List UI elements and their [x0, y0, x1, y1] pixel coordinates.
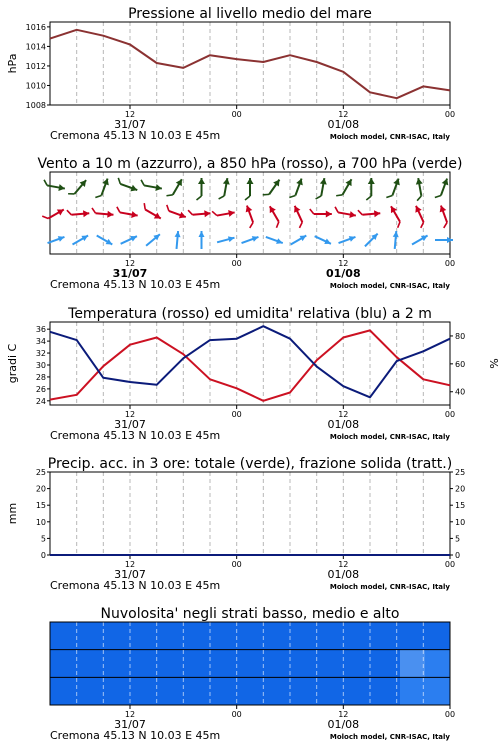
barb-feather	[68, 191, 74, 197]
cloud-cell	[50, 622, 76, 650]
barb-feather	[416, 196, 422, 201]
y-axis-label-right: %	[487, 358, 500, 369]
y-tick-label: 15	[35, 501, 46, 511]
y-tick-label: 32	[35, 349, 46, 359]
cloud-cell	[250, 677, 276, 705]
barb-arrowhead	[368, 178, 375, 184]
cloud-cell	[350, 677, 376, 705]
barb-arrowhead	[388, 204, 397, 213]
wind-barb	[216, 235, 235, 245]
y-axis-label: hPa	[6, 53, 19, 74]
wind-barb	[387, 204, 405, 227]
barb-arrowhead	[324, 239, 332, 247]
barb-arrowhead	[83, 210, 90, 217]
barb-arrowhead	[247, 178, 254, 184]
barb-feather	[142, 203, 148, 209]
barb-feather	[334, 207, 339, 213]
barb-arrowhead	[175, 231, 182, 238]
y-tick-label: 20	[35, 484, 46, 494]
cloud-cell	[200, 677, 226, 705]
barb-feather	[42, 214, 48, 220]
wind-barb	[316, 177, 328, 200]
wind-barb	[310, 209, 332, 218]
panel-title: Pressione al livello medio del mare	[128, 6, 372, 22]
wind-barb	[115, 178, 139, 194]
x-tick-label: 00	[444, 710, 456, 719]
y-tick-label: 26	[35, 384, 46, 394]
barb-feather	[219, 195, 225, 200]
cloud-cell	[150, 650, 176, 678]
wind-barb	[245, 178, 254, 200]
y-tick-label-right: 15	[455, 501, 466, 511]
barb-feather	[95, 194, 101, 199]
y-axis-label: gradi C	[6, 343, 19, 384]
barb-feather	[140, 180, 145, 186]
y-tick-label: 10	[35, 517, 46, 527]
cloud-cell	[175, 677, 201, 705]
cloud-cell	[425, 622, 451, 650]
wind-barb	[334, 207, 357, 219]
x-tick-label: 12	[338, 110, 349, 119]
barb-feather	[336, 192, 342, 198]
wind-barb	[115, 207, 138, 219]
plot-frame	[50, 322, 450, 405]
wind-barb	[199, 231, 205, 249]
barb-arrowhead	[154, 212, 163, 221]
barb-feather	[165, 205, 170, 211]
y-tick-label: 24	[35, 396, 46, 406]
barb-feather	[358, 210, 362, 215]
x-date-label: 31/07	[114, 568, 146, 581]
wind-barb	[265, 204, 283, 227]
cloud-cell	[300, 650, 326, 678]
x-date-label: 01/08	[327, 568, 360, 581]
location-label: Cremona 45.13 N 10.03 E 45m	[50, 429, 221, 442]
y-tick-label-right: 60	[455, 359, 466, 369]
x-tick-label: 12	[338, 560, 349, 569]
wind-barb	[119, 233, 138, 246]
wind-barb	[174, 231, 182, 249]
credit-label: Moloch model, CNR-ISAC, Italy	[329, 433, 450, 441]
y-tick-label: 25	[35, 468, 46, 477]
x-date-label: 31/07	[114, 718, 146, 731]
cloud-cell	[275, 677, 301, 705]
x-tick-label: 12	[338, 710, 349, 719]
panel-5	[50, 606, 455, 742]
x-date-label: 31/07	[114, 418, 146, 431]
location-label: Cremona 45.13 N 10.03 E 45m	[50, 729, 221, 742]
cloud-cell	[100, 650, 126, 678]
cloud-cell	[425, 650, 451, 678]
wind-barb	[188, 208, 211, 218]
series-line	[50, 330, 450, 400]
wind-barb	[140, 180, 163, 192]
wind-barb	[289, 233, 308, 247]
wind-barb	[242, 204, 258, 228]
x-tick-label: 00	[231, 110, 242, 119]
y-tick-label: 1014	[25, 42, 46, 52]
wind-barb	[411, 204, 428, 228]
barb-arrowhead	[198, 178, 205, 184]
panel-1	[6, 6, 455, 142]
barb-arrowhead	[345, 177, 354, 186]
wind-barb	[338, 234, 357, 246]
y-tick-label: 34	[35, 337, 46, 347]
cloud-cell	[225, 650, 251, 678]
barb-arrowhead	[107, 211, 114, 218]
x-tick-label: 00	[444, 410, 456, 419]
y-tick-label-right: 20	[455, 484, 466, 494]
x-date-label: 01/08	[327, 718, 360, 731]
wind-barb	[140, 203, 163, 221]
barb-arrowhead	[374, 210, 381, 217]
y-axis-label: mm	[6, 502, 19, 525]
plot-frame	[50, 22, 450, 105]
cloud-cell	[325, 622, 351, 650]
cloud-cell	[50, 677, 76, 705]
wind-barb	[47, 234, 66, 246]
panel-3	[6, 306, 500, 442]
wind-barb	[166, 177, 184, 200]
cloud-cell	[125, 622, 151, 650]
panel-2	[37, 156, 462, 291]
wind-barb	[366, 178, 375, 200]
barb-feather	[188, 210, 192, 215]
barb-feather	[245, 196, 250, 200]
y-tick-label-right: 80	[455, 331, 466, 341]
wind-barb	[197, 178, 206, 200]
y-tick-label-right: 5	[455, 534, 461, 544]
wind-barb	[164, 205, 188, 221]
credit-label: Moloch model, CNR-ISAC, Italy	[329, 282, 450, 290]
cloud-cell	[100, 677, 126, 705]
location-label: Cremona 45.13 N 10.03 E 45m	[50, 579, 221, 592]
wind-barb	[68, 177, 89, 199]
x-tick-label: 12	[124, 560, 136, 569]
x-date-label: 01/08	[327, 118, 360, 131]
wind-barb	[435, 177, 451, 201]
barb-arrowhead	[267, 204, 276, 213]
cloud-cell	[350, 622, 376, 650]
barb-arrowhead	[81, 233, 89, 241]
barb-feather	[166, 192, 172, 198]
cloud-cell	[425, 677, 451, 705]
wind-barb	[436, 204, 452, 228]
wind-barb	[67, 208, 90, 218]
cloud-cell	[350, 650, 376, 678]
credit-label: Moloch model, CNR-ISAC, Italy	[329, 133, 450, 141]
cloud-cell	[75, 622, 101, 650]
cloud-cell	[325, 677, 351, 705]
wind-barb	[358, 208, 381, 218]
x-tick-label: 00	[231, 410, 242, 419]
wind-barb	[263, 177, 283, 200]
y-tick-label-right: 10	[455, 517, 466, 527]
cloud-cell	[225, 622, 251, 650]
cloud-cell	[75, 677, 101, 705]
series-line	[50, 30, 450, 98]
x-date-label: 31/07	[112, 267, 148, 280]
wind-barb	[386, 177, 402, 201]
barb-feather	[248, 222, 254, 227]
cloud-cell	[125, 677, 151, 705]
barb-feather	[92, 208, 96, 213]
barb-feather	[366, 196, 371, 200]
y-tick-label: 36	[35, 325, 46, 335]
location-label: Cremona 45.13 N 10.03 E 45m	[50, 278, 221, 291]
cloud-cell	[300, 622, 326, 650]
cloud-cell	[200, 650, 226, 678]
x-date-label: 31/07	[114, 118, 146, 131]
cloud-cell	[100, 622, 126, 650]
x-tick-label: 00	[231, 259, 242, 268]
barb-arrowhead	[326, 211, 332, 218]
y-tick-label: 0	[40, 551, 46, 560]
barb-feather	[116, 207, 121, 213]
barb-feather	[67, 210, 71, 215]
y-tick-label: 30	[35, 360, 46, 370]
barb-feather	[310, 209, 314, 214]
y-tick-label: 1010	[25, 81, 46, 91]
cloud-cell	[50, 650, 76, 678]
y-tick-label: 1012	[25, 61, 46, 71]
x-tick-label: 12	[124, 259, 136, 268]
x-tick-label: 00	[444, 110, 456, 119]
x-tick-label: 12	[124, 110, 136, 119]
x-date-label: 01/08	[327, 418, 360, 431]
location-label: Cremona 45.13 N 10.03 E 45m	[50, 129, 221, 142]
barb-feather	[212, 211, 217, 217]
x-tick-label: 00	[231, 710, 242, 719]
wind-barb	[43, 180, 66, 192]
wind-barb	[265, 234, 284, 246]
wind-barb	[144, 232, 162, 248]
x-tick-label: 12	[338, 259, 349, 268]
barb-arrowhead	[106, 239, 114, 247]
wind-barb	[91, 208, 114, 218]
x-tick-label: 12	[124, 710, 136, 719]
cloud-cell	[200, 622, 226, 650]
panel-title: Precip. acc. in 3 ore: totale (verde), frazione solida (tratt.)	[47, 456, 453, 472]
wind-barb	[95, 233, 114, 247]
wind-barb	[411, 233, 430, 247]
barb-feather	[197, 196, 202, 200]
y-tick-label: 1016	[25, 22, 46, 32]
cloud-cell	[325, 650, 351, 678]
barb-arrowhead	[393, 231, 400, 238]
cloud-cell	[275, 650, 301, 678]
barb-feather	[386, 194, 392, 199]
barb-arrowhead	[130, 233, 138, 241]
x-tick-label: 00	[444, 259, 456, 268]
barb-feather	[298, 222, 304, 228]
y-tick-label: 5	[40, 534, 46, 544]
barb-arrowhead	[292, 204, 301, 212]
cloud-cell	[250, 650, 276, 678]
cloud-cell	[175, 622, 201, 650]
barb-arrowhead	[300, 233, 308, 241]
cloud-cell	[300, 677, 326, 705]
barb-feather	[435, 194, 441, 199]
x-tick-label: 12	[338, 410, 349, 419]
barb-arrowhead	[421, 233, 429, 241]
barb-arrowhead	[199, 231, 205, 237]
barb-feather	[419, 222, 425, 228]
wind-barb	[392, 231, 400, 249]
y-tick-label-right: 25	[455, 468, 466, 477]
barb-feather	[442, 222, 448, 227]
cloud-cell	[150, 677, 176, 705]
cloud-cell	[400, 622, 426, 650]
panel-title: Nuvolosita' negli strati basso, medio e alto	[100, 606, 400, 622]
y-tick-label: 1008	[25, 101, 46, 110]
barb-arrowhead	[57, 206, 66, 215]
plot-frame	[50, 472, 450, 555]
cloud-cell	[75, 650, 101, 678]
barb-arrowhead	[413, 204, 422, 212]
barb-feather	[274, 222, 280, 228]
wind-barb	[241, 234, 260, 246]
panel-4	[6, 456, 465, 592]
cloud-cell	[150, 622, 176, 650]
cloud-cell	[400, 650, 426, 678]
panel-title: Vento a 10 m (azzurro), a 850 hPa (rosso), a 700 hPa (verde)	[37, 156, 463, 172]
credit-label: Moloch model, CNR-ISAC, Italy	[329, 733, 450, 741]
wind-barb	[290, 204, 307, 228]
credit-label: Moloch model, CNR-ISAC, Italy	[329, 583, 450, 591]
y-tick-label: 28	[35, 372, 46, 382]
cloud-cell	[275, 622, 301, 650]
barb-feather	[43, 180, 48, 186]
x-tick-label: 00	[444, 560, 456, 569]
wind-barb	[71, 233, 90, 247]
cloud-cell	[400, 677, 426, 705]
wind-barb	[336, 177, 354, 200]
y-tick-label-right: 0	[455, 551, 461, 560]
y-tick-label-right: 40	[455, 387, 466, 397]
wind-barb	[42, 205, 65, 223]
x-date-label: 01/08	[325, 267, 361, 280]
x-tick-label: 12	[124, 410, 136, 419]
x-tick-label: 00	[231, 560, 242, 569]
cloud-cell	[175, 650, 201, 678]
cloud-cell	[125, 650, 151, 678]
cloud-cell	[225, 677, 251, 705]
wind-barb	[363, 232, 380, 249]
cloud-cell	[250, 622, 276, 650]
wind-barb	[212, 208, 235, 220]
panel-title: Temperatura (rosso) ed umidita' relativa (blu) a 2 m	[68, 306, 432, 322]
barb-feather	[117, 178, 122, 184]
wind-barb	[289, 177, 305, 201]
wind-barb	[219, 177, 231, 200]
